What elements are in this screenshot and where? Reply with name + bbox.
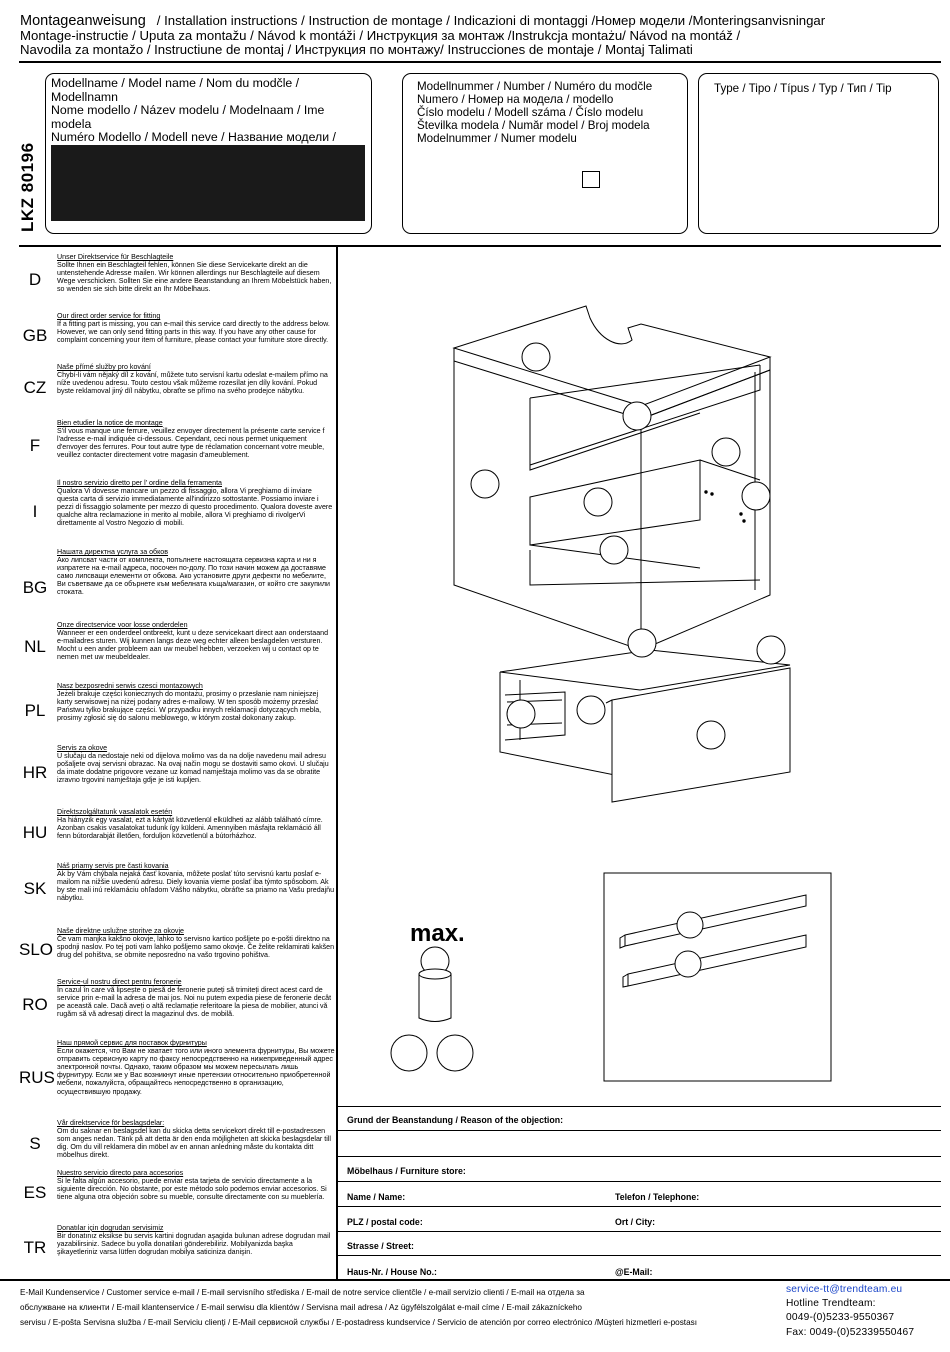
model-name-label-3: Numéro Modello / Modell neve / Название модели / xyxy=(51,130,336,145)
footer-line3: servisu / E-pošta Servisna služba / E-mail Serviciu clienți / E-Mail сервисной службы / E-postadress kundservice / Servicio de atención por correo electrónico /Müşteri hizmetleri e-postası xyxy=(20,1318,698,1327)
callout-circle xyxy=(675,951,701,977)
lang-code: HR xyxy=(22,763,48,782)
max-label: max. xyxy=(410,920,465,947)
city-label: Ort / City: xyxy=(615,1217,656,1227)
header-line1: / Installation instructions / Instruction de montage / Indicazioni di montaggi /Номер модели /Monteringsanvisningar xyxy=(156,14,826,28)
assembly-illustration xyxy=(338,248,941,1106)
form-row-objection[interactable] xyxy=(338,1107,941,1131)
objection-label: Grund der Beanstandung / Reason of the objection: xyxy=(347,1115,564,1125)
model-number-label-1: Modellnummer / Number / Numéro du modčle xyxy=(417,80,653,93)
lang-title: Donatılar için dogrudan servisimiz xyxy=(57,1224,164,1232)
model-name-label-2: Nome modello / Název modelu / Modelnaam / Ime modela xyxy=(51,103,325,131)
fax-number: Fax: 0049-(0)52339550467 xyxy=(786,1326,915,1338)
lang-code: ES xyxy=(23,1183,47,1202)
cabinet-icon xyxy=(454,306,770,650)
callout-circle xyxy=(577,696,605,724)
form-row-house[interactable] xyxy=(338,1256,941,1280)
email-label: @E-Mail: xyxy=(615,1267,653,1277)
model-number-label-5: Modelnummer / Numer modelu xyxy=(417,132,577,145)
cap-icon xyxy=(419,947,451,1022)
lang-title: Наш прямой сервис для поставок фурнитуры xyxy=(57,1039,207,1047)
callout-circle xyxy=(600,536,628,564)
model-number-label-4: Številka modela / Număr model / Broj modela xyxy=(417,119,650,132)
lang-title: Nasz bezposredni serwis czesci montazowych xyxy=(57,682,203,690)
zip-label: PLZ / postal code: xyxy=(347,1217,423,1227)
form-row-objection-blank[interactable] xyxy=(338,1131,941,1157)
hotline-number: 0049-(0)5233-9550367 xyxy=(786,1312,895,1324)
phone-label: Telefon / Telephone: xyxy=(615,1192,700,1202)
lang-code: S xyxy=(29,1134,41,1153)
form-row-zip[interactable] xyxy=(338,1207,941,1232)
callout-circle xyxy=(742,482,770,510)
lang-text: Ако липсват части от комплекта, попълнете настоящата сервизна карта и ни я изпратете на e-mail адреса, посочен по-долу. По този начин можем да доставяме само липсващи елементи от обкова. Ако установите други дефекти по мебелите, Ви съветваме да се обърнете към мебелната къща/магазин, от който сте закупили стоката. xyxy=(57,556,330,597)
lang-text: Sollte Ihnen ein Beschlagteil fehlen, können Sie diese Servicekarte direkt an die untenstehende Adresse mailen. Wir können allerdings nur Beschlagteile auf diesem Wege verschicken. Sollten Sie eine andere Beanstandung an Ihrem Möbelstück haben, so wenden sie sich bitte direkt an Ihr Möbelhaus. xyxy=(57,261,332,294)
lang-text: U slučaju da nedostaje neki od dijelova molimo vas da na dolje navedenu mail adresu pošaljete ovaj servisni obrazac. Na ovaj način mogu se dostaviti samo okovi. U slučaju da imate dodatne prigovore vezane uz komad namještaja molimo vas da se obratite izravno trgovini namještaja gdje je isti kupljen. xyxy=(57,752,329,785)
callout-circle xyxy=(391,1035,427,1071)
lang-code: TR xyxy=(23,1238,47,1257)
lang-text: If a fitting part is missing, you can e-mail this service card directly to the address below. However, we can only send fitting parts in this way. If you have any other cause for complaint concerning your item of furniture, please contact your furniture store directly. xyxy=(57,320,330,345)
lang-title: Service-ul nostru direct pentru feronerie xyxy=(57,978,182,986)
lang-code: GB xyxy=(22,326,48,345)
page-header xyxy=(20,14,940,58)
lang-code: F xyxy=(29,436,41,455)
name-label: Name / Name: xyxy=(347,1192,406,1202)
header-line2: Montage-instructie / Uputa za montažu / Návod k montáži / Инструкция за монтаж /Instrukcja montażu/ Návod na montáž / xyxy=(20,27,741,43)
lang-text: În cazul în care vă lipsește o piesă de feronerie puteți să trimiteți direct acest card de service prin e-mail la adresa de mai jos. Noi nu putem expedia piese de feronerie decât pe această cale. Dacă aveți o altă reclamație referitoare la piesa de mobilier, atunci vă rugăm să vă adresați direct la magazinul dvs. de mobilă. xyxy=(57,986,332,1019)
model-number-label-2: Numero / Номер на модела / modello xyxy=(417,93,614,106)
form-row-store[interactable] xyxy=(338,1157,941,1182)
furniture-drawing xyxy=(338,248,941,1106)
callout-circle xyxy=(522,343,550,371)
lang-text: Wanneer er een onderdeel ontbreekt, kunt u deze servicekaart direct aan onderstaand e-mailadres sturen. Wij kunnen langs deze weg echter alleen beslagdelen versturen. Mocht u een ander probleem aan uw meubel hebben, verzoeken wij u contact op te nemen met uw meubeldealer. xyxy=(57,629,329,662)
street-label: Strasse / Street: xyxy=(347,1241,414,1251)
lang-title: Нашата директна услуга за обков xyxy=(57,548,169,556)
footer-line1: E-Mail Kundenservice / Customer service e-mail / E-mail servisního střediska / E-mail de notre service clientčle / e-mail servizio clienti / E-mail на отдела за xyxy=(20,1288,585,1297)
callout-circle xyxy=(471,470,499,498)
lang-code: BG xyxy=(22,578,48,597)
callout-circle xyxy=(507,700,535,728)
lang-code: SK xyxy=(23,879,47,898)
model-name-field[interactable] xyxy=(51,145,365,221)
rails-icon xyxy=(620,895,806,987)
lang-title: Our direct order service for fitting xyxy=(57,312,161,320)
lang-text: Om du saknar en beslagsdel kan du skicka detta servicekort direkt till e-postadressen som anges nedan. Tänk på att detta är den enda möjligheten att skicka beslagsdelar till dig. Om du vill reklamera din möbel av en annan anledning måste du kontakta ditt möbelhus direkt. xyxy=(57,1127,331,1160)
lang-title: Naše přímé služby pro kování xyxy=(57,363,151,371)
lang-code: I xyxy=(32,502,38,521)
model-number-checkbox[interactable] xyxy=(582,171,600,188)
rails-frame xyxy=(604,873,831,1081)
lang-code: CZ xyxy=(23,378,47,397)
form-row-street[interactable] xyxy=(338,1232,941,1256)
callout-circle xyxy=(697,721,725,749)
lang-text: Ak by Vám chýbala nejaká časť kovania, môžete poslať túto servisnú kartu poslať e-mailom na nižšie uvedenú adresu. Diely kovania vieme poslať iba týmto spôsobom. Ak by ste mali inú reklamáciu ohľadom Vášho nábytku, obráťte sa priamo na Vašu predajňu nábytku. xyxy=(57,870,335,903)
objection-form xyxy=(338,1106,941,1279)
type-box xyxy=(698,73,939,234)
type-label: Type / Tipo / Típus / Typ / Тип / Tip xyxy=(714,82,892,95)
form-row-name[interactable] xyxy=(338,1182,941,1207)
lang-text: Chybí-li vám nějaký díl z kování, můžete tuto servisní kartu odeslat e-mailem přímo na níže uvedenou adresu. Touto cestou však můžeme rozesílat jen díly kování. Pokud byste reklamoval jiný díl nábytku, obraťte se přímo na svého prodejce nábytku. xyxy=(57,371,328,396)
lang-code: HU xyxy=(22,823,48,842)
service-email-link[interactable]: service-tt@trendteam.eu xyxy=(786,1284,903,1295)
lang-title: Vår direktservice för beslagsdelar: xyxy=(57,1119,165,1127)
lang-title: Onze directservice voor losse onderdelen xyxy=(57,621,188,629)
lang-code: RUS xyxy=(19,1068,55,1087)
callout-circle xyxy=(677,912,703,938)
callout-circle xyxy=(437,1035,473,1071)
lang-title: Nuestro servicio directo para accesorios xyxy=(57,1169,184,1177)
header-line3: Navodila za montažo / Instructiune de montaj / Инструкция по монтажу/ Instrucciones de montaje / Montaj Talimati xyxy=(20,42,693,57)
footer-email-text xyxy=(20,1285,775,1330)
lang-text: Si le falta algún accesorio, puede enviar esta tarjeta de servicio directamente a la siguiente dirección. No obstante, por este método solo podemos enviar accesorios. Si tiene alguna otra objeción sobre su mueble, consulte directamente con su mueblería. xyxy=(57,1177,327,1202)
lang-title: Servis za okove xyxy=(57,744,108,752)
lang-text: Jeżeli brakuje części koniecznych do montażu, prosimy o przesłanie nam niniejszej karty serwisowej na niżej podany adres e-mailowy. W ten sposób możemy przesłać Państwu tylko brakujące części. W przypadku innych reklamacji dotyczących mebla, prosimy zgłosić się do salonu meblowego, w którym został dokonany zakup. xyxy=(57,690,322,723)
model-name-label-1: Modellname / Model name / Nom du modčle / Modellnamn xyxy=(51,76,300,104)
lang-text: Qualora Vi dovesse mancare un pezzo di fissaggio, allora Vi preghiamo di inviare questa carta di servizio immediatamente all'indirizzo sottostante. Possiamo inviare i pezzi di fissaggio solamente per mezzo di questo procedimento. Qualora doveste avere qualche altra reclamazione in merito al mobile, allora Vi preghiamo di rivolgerVi direttamente al Vostro Negozio di mobili. xyxy=(57,487,333,528)
lang-text: S'il vous manque une ferrure, veuillez envoyer directement la présente carte service f l'adresse e-mail indiquée ci-dessous. Cependant, ceci nous permet uniquement d'envoyer des ferrures. Pour tout autre type de réclamation concernant votre meuble, veuillez contacter directement votre magasin d'ameublement. xyxy=(57,427,325,460)
footer-line2: обслужване на клиенти / E-mail klantenservice / E-mail serwisu dla klientów / Servisna mail adresa / Az ügyfélszolgálat e-mail címe / E-mail zákazníckeho xyxy=(20,1303,582,1312)
lang-title: Bien etudier la notice de montage xyxy=(57,419,163,427)
contact-info xyxy=(786,1283,950,1340)
lang-text: Ha hiányzik egy vasalat, ezt a kártyát közvetlenül elküldheti az alább található címre. Azonban csakis vasalatokat tudunk így küldeni. Amennyiben másfajta reklamáció áll fenn bútordarabját illetően, forduljon közvetlenül a bútorházhoz. xyxy=(57,816,323,841)
lang-title: Direktszolgáltatunk vasalatok esetén xyxy=(57,808,173,816)
lang-title: Naše direktne uslužne storitve za okovje xyxy=(57,927,184,935)
lang-title: Náš priamy servis pre časti kovania xyxy=(57,862,169,870)
house-no-label: Haus-Nr. / House No.: xyxy=(347,1267,437,1277)
callout-circle xyxy=(757,636,785,664)
lang-code: NL xyxy=(24,637,46,656)
hotline-label: Hotline Trendteam: xyxy=(786,1298,876,1310)
drawer-icon xyxy=(500,650,790,802)
lang-title: Unser Direktservice für Beschlagteile xyxy=(57,253,174,261)
model-code: LKZ 80196 xyxy=(18,142,37,232)
lang-text: Bir donatınız eksikse bu servis kartini dogrudan aşagida bulunan adrese dogrudan mail yazabilirsiniz. Sadece bu yolla donatilari gönderebiliriz. Mobilyanizda başka şikayetleriniz varsa lütfen dogrudan mobilya saticiniza danişin. xyxy=(57,1232,331,1257)
store-label: Möbelhaus / Furniture store: xyxy=(347,1166,466,1176)
footer-divider xyxy=(0,1279,950,1281)
callout-circle xyxy=(623,402,651,430)
callout-circle xyxy=(712,438,740,466)
lang-text: Če vam manjka kakšno okovje, lahko to servisno kartico pošljete po e-pošti direktno na spodnji naslov. Po tej poti vam lahko pošljemo samo okovje. Če želite reklamirati kakšen drug del pohištva, se obrnite neposredno na vašo trgovino pohištva. xyxy=(57,935,335,960)
header-title: Montageanweisung xyxy=(20,14,146,29)
lang-code: PL xyxy=(24,701,46,720)
lang-code: D xyxy=(28,270,42,289)
lang-code: SLO xyxy=(19,940,54,959)
callout-circle xyxy=(628,629,656,657)
lang-code: RO xyxy=(22,995,48,1014)
model-number-box xyxy=(402,73,688,234)
callout-circle xyxy=(584,488,612,516)
lang-text: Если окажется, что Вам не хватает того или иного элемента фурнитуры, Вы можете отправить сервисную карту по факсу непосредственно на нижеприведенный адрес электронной почты. Однако, таким образом мы можем пересылать лишь фурнитуру. Если же у Вас возникнут иные претензии относительно приобретенной мебели, пожалуйста, обращайтесь непосредственно в организацию, осуществившую продажу. xyxy=(57,1047,335,1096)
lang-title: Il nostro servizio diretto per l' ordine della ferramenta xyxy=(57,479,222,487)
model-number-label-3: Číslo modelu / Modell száma / Číslo modelu xyxy=(417,106,644,119)
